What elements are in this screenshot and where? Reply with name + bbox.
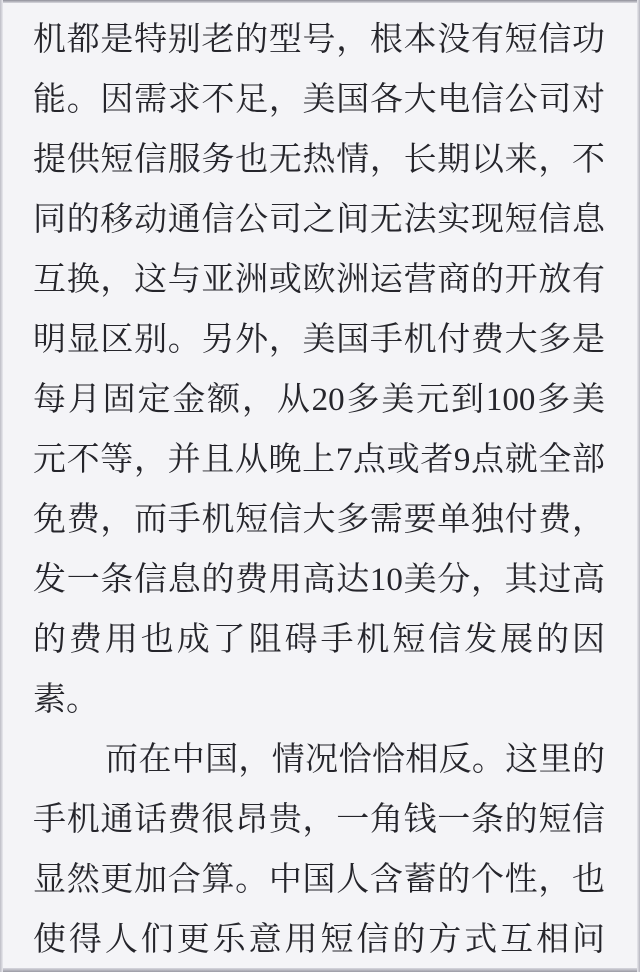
text-line: 每月固定金额，从20多美元到100多美 bbox=[33, 382, 605, 418]
text-line: 提供短信服务也无热情，长期以来，不 bbox=[33, 142, 605, 178]
text-line: 发一条信息的费用高达10美分，其过高 bbox=[33, 562, 605, 598]
text-line: 元不等，并且从晚上7点或者9点就全部 bbox=[33, 442, 605, 478]
page-edge-left bbox=[0, 0, 3, 972]
text-line: 使得人们更乐意用短信的方式互相问 bbox=[33, 922, 605, 958]
text-line-paragraph-start: 而在中国，情况恰恰相反。这里的 bbox=[105, 742, 605, 778]
text-line: 的费用也成了阻碍手机短信发展的因 bbox=[33, 622, 605, 658]
text-line: 能。因需求不足，美国各大电信公司对 bbox=[33, 82, 605, 118]
text-line: 显然更加合算。中国人含蓄的个性，也 bbox=[33, 862, 605, 898]
text-line: 机都是特别老的型号，根本没有短信功 bbox=[33, 22, 605, 58]
text-line-paragraph-end: 素。 bbox=[33, 682, 99, 718]
text-line: 同的移动通信公司之间无法实现短信息 bbox=[33, 202, 605, 238]
text-line: 手机通话费很昂贵，一角钱一条的短信 bbox=[33, 802, 605, 838]
page-edge-bottom bbox=[0, 968, 640, 972]
text-line: 免费，而手机短信大多需要单独付费， bbox=[33, 502, 605, 538]
text-line: 互换，这与亚洲或欧洲运营商的开放有 bbox=[33, 262, 605, 298]
page-text bbox=[33, 10, 605, 970]
text-line: 明显区别。另外，美国手机付费大多是 bbox=[33, 322, 605, 358]
page-edge-top bbox=[0, 0, 640, 3]
